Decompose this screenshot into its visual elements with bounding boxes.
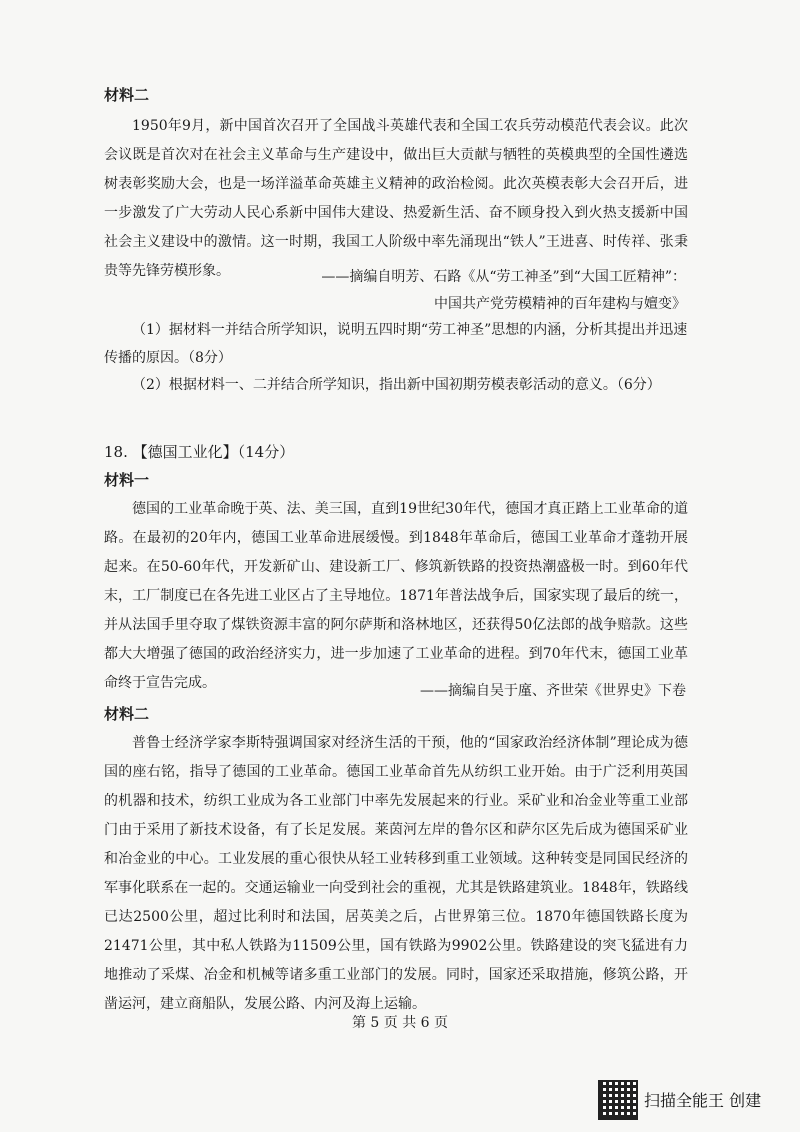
question-2: （2）根据材料一、二并结合所学知识，指出新中国初期劳模表彰活动的意义。（6分） [132,377,661,393]
q18-material-two-text: 普鲁士经济学家李斯特强调国家对经济生活的干预，他的“国家政治经济体制”理论成为德国的座右铭，指导了德国的工业革命。德国工业革命首先从纺织工业开始。由于广泛利用英国的机器和技术，纺织工业成为各工业部门中率先发展起来的行业。采矿业和冶金业等重工业部门由于采用了新技术设备，有了长足发展。莱茵河左岸的鲁尔区和萨尔区先后成为德国采矿业和冶金业的中心。工业发展的重心很快从轻工业转移到重工业领域。这种转变是同国民经济的军事化联系在一起的。交通运输业一向受到社会的重视，尤其是铁路建筑业。1848年，铁路线已达2500公里，超过比利时和法国，居英美之后，占世界第三位。1870年德国铁路长度为21471公里，其中私人铁路为11509公里，国有铁路为9902公里。铁路建设的突飞猛进有力地推动了采煤、冶金和机械等诸多重工业部门的发展。同时，国家还采取措施，修筑公路，开凿运河，建立商船队，发展公路、内河及海上运输。 [104,735,688,1012]
material-two-source-line2: 中国共产党劳模精神的百年建构与嬗变》 [434,296,686,312]
question-18-title: 18. 【德国工业化】（14分） [104,443,295,461]
q18-material-two-heading: 材料二 [104,705,150,723]
q18-material-one-source: ——摘编自吴于廑、齐世荣《世界史》下卷 [420,683,686,699]
question-1: （1）据材料一并结合所学知识，说明五四时期“劳工神圣”思想的内涵，分析其提出并迅速传播的原因。（8分） [104,322,688,366]
material-two-source-line1: ——摘编自明芳、石路《从“劳工神圣”到“大国工匠精神”： [321,269,686,285]
material-two-text: 1950年9月，新中国首次召开了全国战斗英雄代表和全国工农兵劳动模范代表会议。此次会议既是首次对在社会主义革命与生产建设中，做出巨大贡献与牺牲的英模典型的全国性遴选树表彰奖励大会，也是一场洋溢革命英雄主义精神的政治检阅。此次英模表彰大会召开后，进一步激发了广大劳动人民心系新中国伟大建设、热爱新生活、奋不顾身投入到火热支援新中国社会主义建设中的激情。这一时期，我国工人阶级中率先涌现出“铁人”王进喜、时传祥、张秉贵等先锋劳模形象。 [104,118,688,279]
page-number: 第 5 页 共 6 页 [351,1015,449,1031]
q18-material-one-text: 德国的工业革命晚于英、法、美三国，直到19世纪30年代，德国才真正踏上工业革命的道路。在最初的20年内，德国工业革命进展缓慢。到1848年革命后，德国工业革命才蓬勃开展起来。在50-60年代，开发新矿山、建设新工厂、修筑新铁路的投资热潮盛极一时。到60年代末，工厂制度已在各先进工业区占了主导地位。1871年普法战争后，国家实现了最后的统一，并从法国手里夺取了煤铁资源丰富的阿尔萨斯和洛林地区，还获得50亿法郎的战争赔款。这些都大大增强了德国的政治经济实力，进一步加速了工业革命的进程。到70年代末，德国工业革命终于宣告完成。 [104,501,688,691]
material-two-heading: 材料二 [104,86,150,104]
q18-material-one-heading: 材料一 [104,471,150,489]
scanner-watermark: 扫描全能王 创建 [644,1091,762,1110]
qr-code-icon [598,1080,638,1120]
